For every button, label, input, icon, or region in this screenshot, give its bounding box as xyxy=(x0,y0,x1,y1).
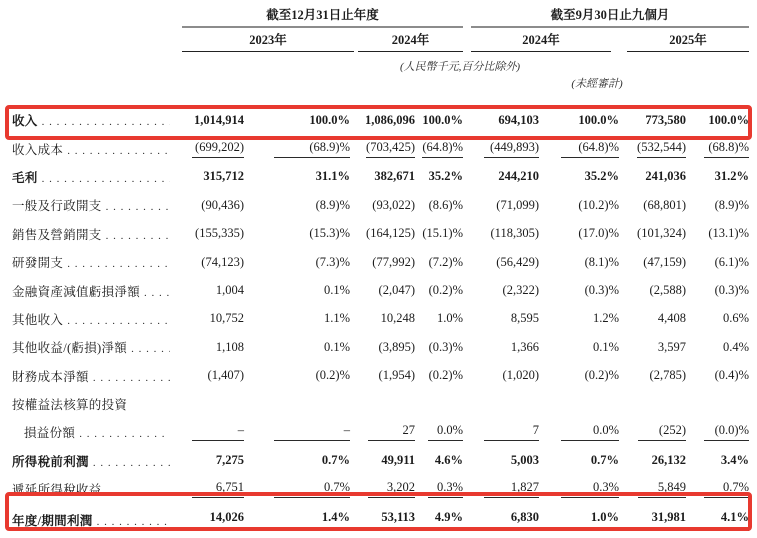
currency-unit-note: (人民幣千元,百分比除外) xyxy=(399,61,521,73)
value-2024: (1,954) xyxy=(378,368,415,383)
row-label: 年度/期間利潤 xyxy=(12,514,93,529)
value-2024: (93,022) xyxy=(372,197,415,212)
pct-2023: 100.0% xyxy=(309,112,350,127)
pct-2023: (68.9)% xyxy=(244,140,350,158)
value-2024-9m: (71,099) xyxy=(496,197,539,212)
value-2024-9m: 694,103 xyxy=(498,112,539,127)
pct-2024: (0.2)% xyxy=(428,368,463,383)
value-2023: (1,407) xyxy=(207,368,244,383)
year-header-2023: 2023年 xyxy=(182,30,354,52)
pct-2024: 1.0% xyxy=(436,311,463,326)
value-2025-9m: (47,159) xyxy=(643,254,686,269)
value-2024-9m: (449,893) xyxy=(463,140,539,158)
value-2023: 14,026 xyxy=(172,510,244,531)
pct-2024-9m: (64.8)% xyxy=(539,140,619,158)
row-label: 收入成本 xyxy=(12,142,64,157)
pct-2024: 100.0% xyxy=(422,112,463,127)
dot-leader xyxy=(93,372,170,384)
value-2025-9m: 5,849 xyxy=(619,480,686,498)
value-2023: 1,004 xyxy=(215,283,244,298)
value-2025-9m: (2,588) xyxy=(649,283,686,298)
dot-leader xyxy=(42,173,170,185)
value-2025-9m: 31,981 xyxy=(619,510,686,531)
row-label: 研發開支 xyxy=(12,256,64,271)
pct-2024 xyxy=(415,397,463,412)
table-row xyxy=(0,276,757,304)
pct-2025-9m: (0.3)% xyxy=(714,283,749,298)
value-2024: (164,125) xyxy=(366,226,415,241)
pct-2024: 0.3% xyxy=(415,480,463,498)
pct-2024-9m: (17.0)% xyxy=(578,226,619,241)
year-header-2024-9m: 2024年 xyxy=(471,30,611,52)
pct-2023: (0.2)% xyxy=(315,368,350,383)
row-label: 一般及行政開支 xyxy=(12,199,102,214)
dot-leader xyxy=(67,315,170,327)
value-2024: 10,248 xyxy=(380,311,415,326)
row-label: 按權益法核算的投資 xyxy=(12,398,128,413)
table-row xyxy=(0,362,757,390)
dot-leader xyxy=(97,516,170,528)
value-2024: 49,911 xyxy=(381,453,415,468)
value-2024: 382,671 xyxy=(374,169,415,184)
value-2025-9m: 26,132 xyxy=(651,453,686,468)
unaudited-note: (未經審計) xyxy=(571,78,623,90)
pct-2023: (8.9)% xyxy=(315,197,350,212)
value-2024-9m: 6,830 xyxy=(463,510,539,531)
dot-leader xyxy=(93,457,170,469)
pct-2023: 0.1% xyxy=(323,339,350,354)
value-2025-9m: (252) xyxy=(619,423,686,441)
value-2025-9m: (532,544) xyxy=(619,140,686,158)
value-2024-9m: (118,305) xyxy=(490,226,539,241)
value-2024-9m: (56,429) xyxy=(496,254,539,269)
pct-2024-9m: 0.0% xyxy=(539,423,619,441)
value-2024-9m: 7 xyxy=(463,423,539,441)
pct-2024-9m xyxy=(539,397,619,412)
row-label: 收入 xyxy=(12,114,38,129)
value-2023: (699,202) xyxy=(172,140,244,158)
dot-leader xyxy=(144,287,170,299)
pct-2023: 1.1% xyxy=(323,311,350,326)
pct-2024: 4.9% xyxy=(415,510,463,531)
pct-2025-9m: (8.9)% xyxy=(714,197,749,212)
value-2025-9m: 241,036 xyxy=(645,169,686,184)
value-2024-9m: 244,210 xyxy=(498,169,539,184)
pct-2023: 0.7% xyxy=(244,480,350,498)
value-2024-9m: 1,366 xyxy=(510,339,539,354)
pct-2024-9m: (10.2)% xyxy=(578,197,619,212)
row-label: 損益份額 xyxy=(24,426,76,441)
pct-2024-9m: 1.0% xyxy=(539,510,619,531)
pct-2023 xyxy=(244,397,350,412)
pct-2024: (7.2)% xyxy=(428,254,463,269)
value-2023: – xyxy=(172,423,244,441)
pct-2024-9m: (8.1)% xyxy=(584,254,619,269)
pct-2023: (15.3)% xyxy=(309,226,350,241)
row-label: 其他收入 xyxy=(12,312,64,327)
pct-2023: 0.7% xyxy=(321,453,350,468)
pct-2024: 4.6% xyxy=(434,453,463,468)
value-2025-9m: (2,785) xyxy=(649,368,686,383)
value-2023: 6,751 xyxy=(172,480,244,498)
value-2023: 1,108 xyxy=(215,339,244,354)
pct-2024: 0.0% xyxy=(415,423,463,441)
pct-2023: 1.4% xyxy=(244,510,350,531)
table-row xyxy=(0,305,757,333)
pct-2024: (64.8)% xyxy=(415,140,463,158)
pct-2025-9m: (13.1)% xyxy=(708,226,749,241)
pct-2025-9m: 31.2% xyxy=(714,169,749,184)
value-2024-9m: 8,595 xyxy=(510,311,539,326)
value-2024: (77,992) xyxy=(372,254,415,269)
value-2025-9m: (68,801) xyxy=(643,197,686,212)
table-row xyxy=(0,390,757,418)
dot-leader xyxy=(106,201,170,213)
value-2023: 10,752 xyxy=(209,311,244,326)
value-2025-9m: (101,324) xyxy=(637,226,686,241)
table-row xyxy=(0,163,757,191)
table-row xyxy=(0,418,757,446)
value-2025-9m: 4,408 xyxy=(657,311,686,326)
value-2024: (703,425) xyxy=(350,140,415,158)
table-row xyxy=(0,191,757,219)
value-2023: (155,335) xyxy=(195,226,244,241)
pct-2025-9m: 3.4% xyxy=(720,453,749,468)
pct-2024-9m: (0.3)% xyxy=(584,283,619,298)
value-2025-9m: 3,597 xyxy=(657,339,686,354)
period-group-nine-months: 截至9月30日止九個月 xyxy=(471,5,749,28)
pct-2023: (7.3)% xyxy=(315,254,350,269)
pct-2025-9m: 0.4% xyxy=(722,339,749,354)
value-2023: 1,014,914 xyxy=(194,112,244,127)
dot-leader xyxy=(79,428,170,440)
table-row xyxy=(0,248,757,276)
pct-2025-9m: (0.0)% xyxy=(686,423,749,441)
row-label: 毛利 xyxy=(12,170,38,185)
value-2024: (2,047) xyxy=(378,283,415,298)
dot-leader xyxy=(67,258,170,270)
value-2024: 27 xyxy=(350,423,415,441)
pct-2025-9m: 100.0% xyxy=(708,112,749,127)
pct-2024: (8.6)% xyxy=(428,197,463,212)
pct-2024-9m: (0.2)% xyxy=(584,368,619,383)
pct-2024: (0.2)% xyxy=(428,283,463,298)
dot-leader xyxy=(42,116,170,128)
dot-leader xyxy=(67,145,170,157)
pct-2025-9m: (0.4)% xyxy=(714,368,749,383)
dot-leader xyxy=(131,343,170,355)
row-label: 銷售及營銷開支 xyxy=(12,227,102,242)
pct-2023: – xyxy=(244,423,350,441)
table-row xyxy=(0,503,757,537)
pct-2025-9m: (68.8)% xyxy=(686,140,749,158)
year-header-2024: 2024年 xyxy=(358,30,463,52)
pct-2023: 31.1% xyxy=(315,169,350,184)
pct-2024: (0.3)% xyxy=(428,339,463,354)
pct-2025-9m: (6.1)% xyxy=(714,254,749,269)
pct-2024-9m: 35.2% xyxy=(584,169,619,184)
pct-2024-9m: 0.7% xyxy=(590,453,619,468)
pct-2025-9m: 4.1% xyxy=(686,510,749,531)
value-2024-9m: (2,322) xyxy=(502,283,539,298)
pct-2025-9m: 0.7% xyxy=(686,480,749,498)
table-row xyxy=(0,134,757,162)
value-2023 xyxy=(172,397,244,412)
value-2024-9m xyxy=(463,397,539,412)
table-row xyxy=(0,333,757,361)
pct-2024: 35.2% xyxy=(428,169,463,184)
year-header-2025: 2025年 xyxy=(627,30,749,52)
dot-leader xyxy=(106,230,170,242)
pct-2023: 0.1% xyxy=(323,283,350,298)
pct-2025-9m: 0.6% xyxy=(722,311,749,326)
period-group-annual: 截至12月31日止年度 xyxy=(182,5,463,28)
row-label: 金融資產減值虧損淨額 xyxy=(12,284,141,299)
value-2024: 1,086,096 xyxy=(365,112,415,127)
pct-2024-9m: 1.2% xyxy=(592,311,619,326)
value-2025-9m xyxy=(619,397,686,412)
row-label: 財務成本淨額 xyxy=(12,369,89,384)
pct-2024: (15.1)% xyxy=(422,226,463,241)
value-2024-9m: 1,827 xyxy=(463,480,539,498)
dot-leader xyxy=(106,485,170,497)
row-label: 所得稅前利潤 xyxy=(12,454,89,469)
value-2024-9m: (1,020) xyxy=(502,368,539,383)
row-label: 其他收益/(虧損)淨額 xyxy=(12,341,128,356)
value-2024-9m: 5,003 xyxy=(510,453,539,468)
value-2024 xyxy=(350,397,415,412)
value-2024: 3,202 xyxy=(350,480,415,498)
table-row xyxy=(0,475,757,503)
pct-2024-9m: 0.1% xyxy=(592,339,619,354)
value-2023: (74,123) xyxy=(201,254,244,269)
pct-2025-9m xyxy=(686,397,749,412)
row-label: 遞延所得稅收益 xyxy=(12,483,102,498)
pct-2024-9m: 0.3% xyxy=(539,480,619,498)
value-2024: 53,113 xyxy=(350,510,415,531)
table-row xyxy=(0,220,757,248)
table-row xyxy=(0,106,757,134)
value-2025-9m: 773,580 xyxy=(645,112,686,127)
pct-2024-9m: 100.0% xyxy=(578,112,619,127)
table-body xyxy=(0,106,757,537)
value-2023: 315,712 xyxy=(203,169,244,184)
table-row xyxy=(0,447,757,475)
value-2024: (3,895) xyxy=(378,339,415,354)
value-2023: 7,275 xyxy=(215,453,244,468)
value-2023: (90,436) xyxy=(201,197,244,212)
